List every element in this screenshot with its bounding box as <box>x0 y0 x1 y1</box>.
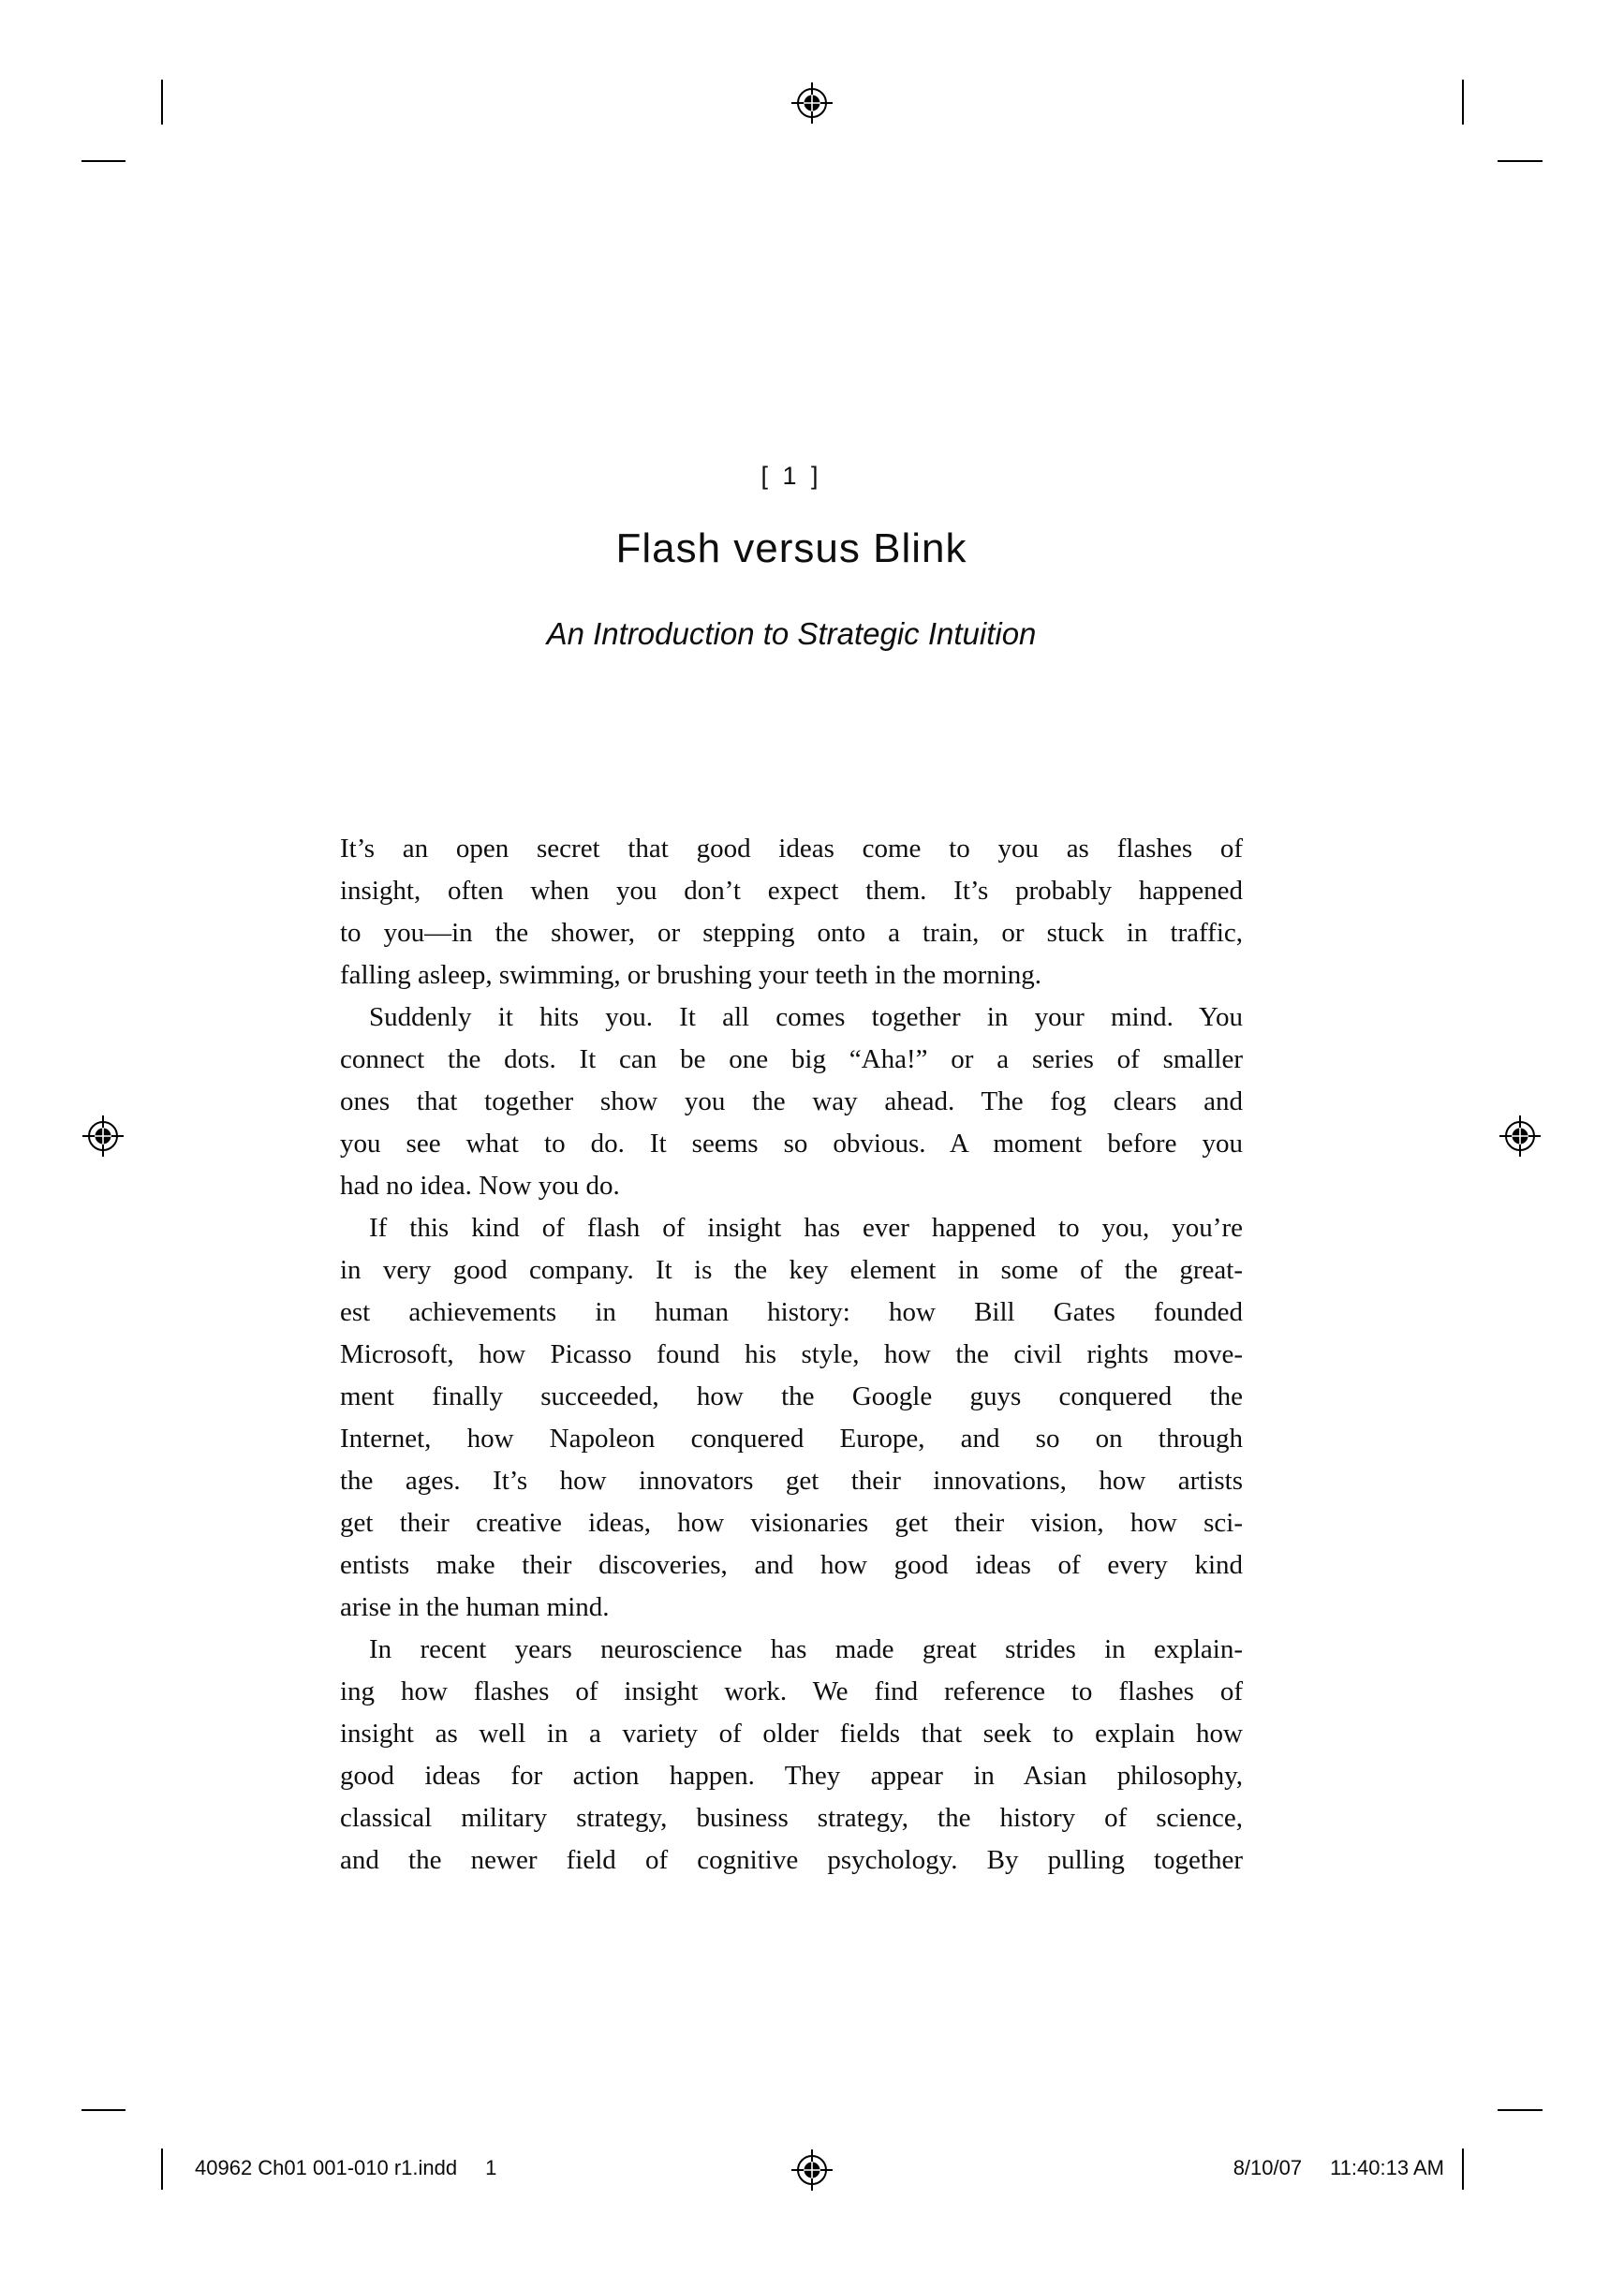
body-line: connect the dots. It can be one big “Aha!” or a series of smaller <box>340 1044 1243 1074</box>
body-line: classical military strategy, business strategy, the history of science, <box>340 1803 1243 1833</box>
crop-mark-top-left-vertical <box>161 80 163 125</box>
footer-file-info <box>195 2154 496 2182</box>
crop-mark-bottom-right-horizontal <box>1498 2109 1543 2111</box>
footer-timestamp <box>1233 2154 1444 2182</box>
body-line: entists make their discoveries, and how good ideas of every kind <box>340 1550 1243 1580</box>
body-line: ment finally succeeded, how the Google guys conquered the <box>340 1381 1243 1411</box>
body-paragraph <box>340 828 1243 997</box>
body-line: In recent years neuroscience has made great strides in explain- <box>369 1634 1243 1664</box>
body-line: ones that together show you the way ahead. The fog clears and <box>340 1086 1243 1116</box>
registration-target-icon <box>82 1115 124 1157</box>
footer-page-number: 1 <box>485 2156 497 2179</box>
body-line: in very good company. It is the key element in some of the great- <box>340 1255 1243 1285</box>
body-line: arise in the human mind. <box>340 1592 610 1622</box>
body-line: and the newer field of cognitive psychology. By pulling together <box>340 1845 1243 1875</box>
body-paragraph <box>340 1629 1243 1882</box>
body-paragraph <box>340 997 1243 1207</box>
crop-mark-bottom-left-horizontal <box>81 2109 125 2111</box>
body-line: insight, often when you don’t expect them. It’s probably happened <box>340 876 1243 906</box>
body-line: falling asleep, swimming, or brushing your teeth in the morning. <box>340 960 1042 990</box>
registration-target-icon <box>791 82 833 124</box>
registration-target-icon <box>1499 1115 1541 1157</box>
body-line: est achievements in human history: how Bill Gates founded <box>340 1297 1243 1327</box>
body-line: insight as well in a variety of older fields that seek to explain how <box>340 1719 1243 1749</box>
body-line: If this kind of flash of insight has ever happened to you, you’re <box>369 1213 1243 1243</box>
body-line: good ideas for action happen. They appear in Asian philosophy, <box>340 1761 1243 1791</box>
footer-filename: 40962 Ch01 001-010 r1.indd <box>195 2156 458 2179</box>
body-line: get their creative ideas, how visionaries get their vision, how sci- <box>340 1508 1243 1538</box>
body-line: Suddenly it hits you. It all comes together in your mind. You <box>369 1002 1243 1032</box>
crop-mark-top-left-horizontal <box>81 160 125 162</box>
page-title: Flash versus Blink <box>615 525 967 571</box>
body-line: to you—in the shower, or stepping onto a train, or stuck in traffic, <box>340 918 1243 948</box>
body-paragraph <box>340 1207 1243 1629</box>
body-line: Microsoft, how Picasso found his style, how the civil rights move- <box>340 1339 1243 1369</box>
body-line: had no idea. Now you do. <box>340 1171 620 1201</box>
body-line: you see what to do. It seems so obvious. A moment before you <box>340 1129 1243 1159</box>
footer-date: 8/10/07 <box>1233 2156 1303 2179</box>
crop-mark-top-right-horizontal <box>1498 160 1543 162</box>
chapter-heading <box>340 461 1243 654</box>
crop-mark-top-right-vertical <box>1462 80 1464 125</box>
body-line: Internet, how Napoleon conquered Europe, and so on through <box>340 1424 1243 1454</box>
chapter-number: [ 1 ] <box>760 462 822 490</box>
body-line: the ages. It’s how innovators get their innovations, how artists <box>340 1466 1243 1496</box>
footer-time: 11:40:13 AM <box>1330 2156 1444 2179</box>
body-line: It’s an open secret that good ideas come to you as flashes of <box>340 834 1243 864</box>
page-subtitle: An Introduction to Strategic Intuition <box>546 616 1037 651</box>
footer-slug <box>0 2154 1624 2182</box>
body-line: ing how flashes of insight work. We find reference to flashes of <box>340 1676 1243 1706</box>
body-text-block <box>340 828 1243 1882</box>
